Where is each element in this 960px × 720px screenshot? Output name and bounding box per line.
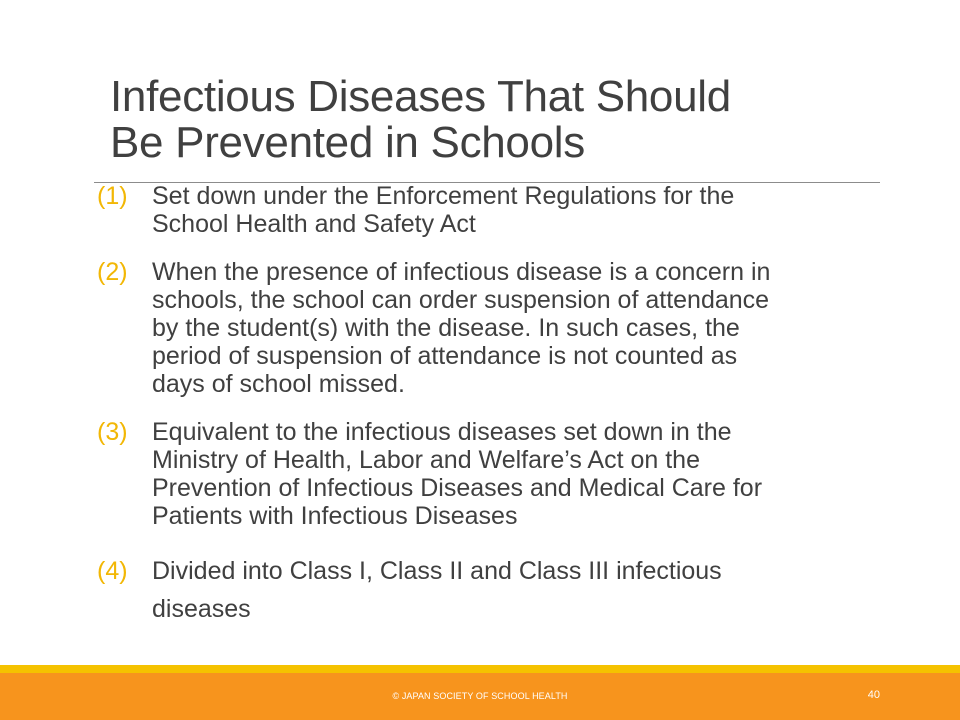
list-item-line: Patients with Infectious Diseases <box>152 502 518 530</box>
list-item-line: Divided into Class I, Class II and Class III infectious <box>152 557 722 585</box>
list-item-line: Prevention of Infectious Diseases and Medical Care for <box>152 474 763 502</box>
list-item-text <box>152 552 887 628</box>
list-item-line: Ministry of Health, Labor and Welfare’s Act on the <box>152 446 700 474</box>
footer-copyright: © JAPAN SOCIETY OF SCHOOL HEALTH <box>392 691 568 701</box>
list-item-text <box>152 418 887 530</box>
slide-title-line-2: Be Prevented in Schools <box>110 118 585 167</box>
list-item-line: days of school missed. <box>152 370 405 398</box>
list-item-line: period of suspension of attendance is not counted as <box>152 342 738 370</box>
list-item-line: diseases <box>152 595 251 623</box>
list-item-text <box>152 182 887 238</box>
list-item-number: (2) <box>97 258 128 286</box>
list-item-text <box>152 258 887 398</box>
slide-title <box>110 74 890 166</box>
list-item-line: Set down under the Enforcement Regulations for the <box>152 182 735 210</box>
footer-stripe <box>0 665 960 673</box>
list-item-number: (1) <box>97 182 128 210</box>
list-item-line: When the presence of infectious disease is a concern in <box>152 258 771 286</box>
list-item-number: (4) <box>97 557 128 585</box>
list-item-line: schools, the school can order suspension of attendance <box>152 286 770 314</box>
slide-title-line-1: Infectious Diseases That Should <box>110 72 731 121</box>
list-item-line: Equivalent to the infectious diseases set down in the <box>152 418 732 446</box>
list-item-line: School Health and Safety Act <box>152 210 476 238</box>
list-item-number: (3) <box>97 418 128 446</box>
list-item-line: by the student(s) with the disease. In such cases, the <box>152 314 740 342</box>
page-number: 40 <box>867 689 880 701</box>
